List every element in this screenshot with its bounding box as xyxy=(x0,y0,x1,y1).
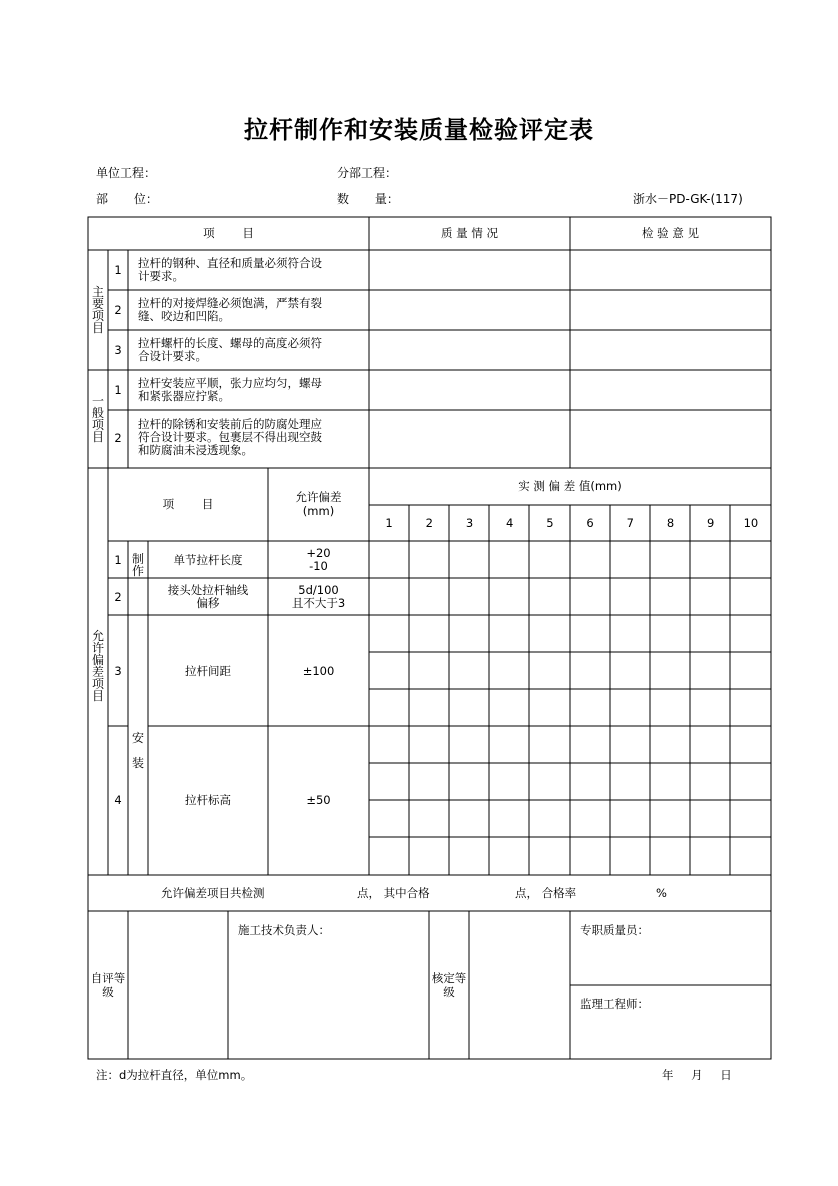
deviation-item-header: 项 目 xyxy=(162,497,214,511)
main-item-3-text-cont: 合设计要求。 xyxy=(138,349,207,363)
quality-officer-label: 专职质量员： xyxy=(580,923,649,937)
deviation-row-1-tol-lower: -10 xyxy=(309,559,328,573)
supervisor-label: 监理工程师： xyxy=(580,997,649,1011)
measured-column-1: 1 xyxy=(385,516,393,530)
deviation-row-4-no: 4 xyxy=(114,793,122,807)
general-item-1-text: 拉杆安装应平顺，张力应均匀，螺母 xyxy=(138,376,322,390)
main-item-2-no: 2 xyxy=(114,303,122,317)
main-item-1-no: 1 xyxy=(114,263,122,277)
measured-header: 实 测 偏 差 值(mm) xyxy=(518,479,622,493)
header-quality: 质 量 情 况 xyxy=(441,226,498,240)
unit-project-label: 单位工程： xyxy=(96,166,157,180)
general-item-2-no: 2 xyxy=(114,431,122,445)
deviation-row-1-name: 单节拉杆长度 xyxy=(173,553,243,567)
sub-project-label: 分部工程： xyxy=(337,166,398,180)
main-item-3-text: 拉杆螺杆的长度、螺母的高度必须符 xyxy=(138,336,322,350)
position-label: 部 位： xyxy=(96,192,158,206)
construction-lead-label: 施工技术负责人： xyxy=(238,923,330,937)
make-label: 制作 xyxy=(131,552,144,578)
measured-column-6: 6 xyxy=(586,516,594,530)
deviation-row-1-no: 1 xyxy=(114,553,122,567)
footer-note: 注：d为拉杆直径，单位mm。 xyxy=(96,1068,253,1082)
deviation-row-2-tol-cont: 且不大于3 xyxy=(291,596,346,610)
deviation-row-4-name: 拉杆标高 xyxy=(185,793,231,807)
measured-column-2: 2 xyxy=(425,516,433,530)
page-title: 拉杆制作和安装质量检验评定表 xyxy=(244,116,594,144)
deviation-row-3-tol: ±100 xyxy=(302,664,335,678)
install-label: 安装 xyxy=(131,731,144,770)
summary-rate-label: 点， 合格率 xyxy=(515,886,577,900)
deviation-row-1-tol-upper: +20 xyxy=(306,546,331,560)
deviation-row-2-no: 2 xyxy=(114,590,122,604)
form-code: 浙水－PD-GK-(117) xyxy=(633,192,743,206)
deviation-group-label: 允许偏差项目 xyxy=(91,629,104,703)
measured-column-10: 10 xyxy=(743,516,759,530)
summary-percent: % xyxy=(656,886,667,900)
general-item-1-no: 1 xyxy=(114,383,122,397)
general-item-1-text-cont: 和紧张器应拧紧。 xyxy=(138,389,230,403)
main-item-2-text-cont: 缝、咬边和凹陷。 xyxy=(138,309,230,323)
header-item: 项 目 xyxy=(203,226,254,240)
measured-column-3: 3 xyxy=(465,516,474,530)
quantity-label: 数 量： xyxy=(337,192,399,206)
summary-total-label: 允许偏差项目共检测 xyxy=(161,886,265,900)
main-item-3-no: 3 xyxy=(114,343,122,357)
deviation-row-3-name: 拉杆间距 xyxy=(185,664,231,678)
main-item-1-text: 拉杆的钢种、直径和质量必须符合设 xyxy=(138,256,322,270)
general-item-2-text: 拉杆的除锈和安装前后的防腐处理应 xyxy=(138,417,322,431)
deviation-row-2-name: 接头处拉杆轴线 xyxy=(167,583,249,597)
measured-column-5: 5 xyxy=(546,516,554,530)
main-item-1-text-cont: 计要求。 xyxy=(138,269,184,283)
summary-qualified-label: 点， 其中合格 xyxy=(357,886,430,900)
general-items-group-label: 一般项目 xyxy=(91,394,104,444)
allowed-header: 允许偏差 xyxy=(295,490,342,504)
deviation-row-3-no: 3 xyxy=(114,664,122,678)
header-opinion: 检 验 意 见 xyxy=(642,226,699,240)
measured-column-4: 4 xyxy=(506,516,514,530)
footer-date: 年 月 日 xyxy=(662,1068,732,1082)
deviation-row-4-tol: ±50 xyxy=(306,793,331,807)
verify-grade-label: 核定等级 xyxy=(431,971,467,999)
main-item-2-text: 拉杆的对接焊缝必须饱满，严禁有裂 xyxy=(138,296,322,310)
measured-column-7: 7 xyxy=(626,516,634,530)
measured-column-9: 9 xyxy=(707,516,715,530)
self-grade-label: 自评等级 xyxy=(90,971,126,999)
deviation-row-2-name-cont: 偏移 xyxy=(196,596,220,610)
general-item-2-text-cont: 符合设计要求。包裹层不得出现空鼓 xyxy=(138,430,322,444)
main-items-group-label: 主要项目 xyxy=(91,285,104,335)
deviation-row-2-tol: 5d/100 xyxy=(298,583,339,597)
measured-column-8: 8 xyxy=(666,516,675,530)
allowed-header-unit: (mm) xyxy=(302,504,335,518)
general-item-2-text-cont2: 和防腐油未浸透现象。 xyxy=(138,443,253,457)
